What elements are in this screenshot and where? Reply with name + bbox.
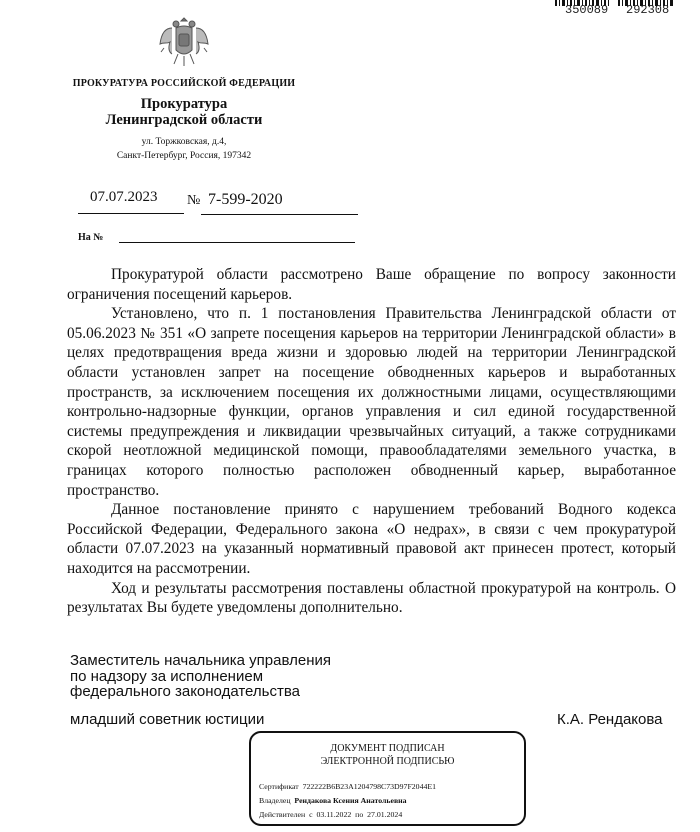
- org-name-line1: Прокуратура: [140, 96, 228, 112]
- number-underline: [201, 214, 358, 215]
- valid-to-label: по: [355, 810, 364, 819]
- paragraph-3: Данное постановление принято с нарушением требований Водного кодекса Российской Федерации, Федерального закона «О недрах», в связи с чем прокуратурой области 07.07.2023 на указанный нормативный правовой акт принесен протест, который находится на рассмотрении.: [67, 501, 676, 577]
- barcode-number-left: 350089: [565, 3, 609, 17]
- paragraph-4: Ход и результаты рассмотрения поставлены областной прокуратурой на контроль. О результатах Вы будете уведомлены дополнительно.: [67, 579, 676, 617]
- address-line2: Санкт-Петербург, Россия, 197342: [116, 151, 252, 161]
- stamp-certificate: [259, 782, 436, 791]
- number-label: №: [187, 193, 201, 208]
- position-line2: по надзору за исполнением: [70, 667, 264, 685]
- owner-value: Рендакова Ксения Анатольевна: [294, 796, 407, 805]
- reply-to-underline: [119, 242, 355, 243]
- stamp-title: [251, 742, 524, 768]
- signatory-position: [70, 653, 331, 700]
- owner-label: Владелец: [259, 796, 291, 805]
- org-name-line2: Ленинградской области: [105, 112, 263, 128]
- valid-from-label: с: [309, 810, 313, 819]
- position-line1: Заместитель начальника управления: [70, 652, 331, 669]
- stamp-title-line2: ЭЛЕКТРОННОЙ ПОДПИСЬЮ: [320, 756, 455, 767]
- address-line1: ул. Торжковская, д.4,: [141, 137, 227, 147]
- valid-from: 03.11.2022: [316, 810, 352, 819]
- org-name: [0, 96, 368, 128]
- org-federal-name: ПРОКУРАТУРА РОССИЙСКОЙ ФЕДЕРАЦИИ: [72, 78, 296, 89]
- position-line3: федерального законодательства: [70, 683, 300, 700]
- letter-body: [67, 265, 676, 618]
- stamp-title-line1: ДОКУМЕНТ ПОДПИСАН: [330, 743, 445, 754]
- paragraph-2: Установлено, что п. 1 постановления Правительства Ленинградской области от 05.06.2023 № 351 «О запрете посещения карьеров на территории Ленинградской области» в целях предотвращения вреда жизни и здоровью людей на территории Ленинградской области установлен запрет на посещение обводненных карьеров и выработанных пространств, за исключением посещения их должностными лицами, осуществляющими контрольно-надзорные функции, органов управления и сил единой государственной системы предупреждения и ликвидации чрезвычайных ситуаций, а также сотрудниками скорой неотложной медицинской помощи, правообладателями земельного участка, в границах которого полностью расположен обводненный карьер, выработанное пространство.: [67, 305, 676, 499]
- cert-label: Сертификат: [259, 782, 299, 791]
- date-underline: [78, 213, 184, 214]
- stamp-owner: [259, 796, 407, 805]
- stamp-validity: [259, 810, 402, 819]
- electronic-signature-stamp: [249, 731, 526, 826]
- org-address: [0, 135, 368, 163]
- signatory-rank: младший советник юстиции: [70, 711, 265, 728]
- barcode-number-right: 292308: [626, 3, 670, 17]
- reply-to-label: На №: [78, 232, 104, 243]
- valid-to: 27.01.2024: [367, 810, 403, 819]
- signatory-name: К.А. Рендакова: [557, 711, 663, 728]
- paragraph-1: Прокуратурой области рассмотрено Ваше обращение по вопросу законности ограничения посещений карьеров.: [67, 266, 676, 303]
- cert-value: 722222B6B23A1204798C73D97F2044E1: [302, 782, 437, 791]
- valid-label: Действителен: [259, 810, 306, 819]
- document-number: 7-599-2020: [208, 191, 283, 208]
- coat-of-arms-icon: [158, 14, 210, 70]
- document-date: 07.07.2023: [90, 189, 158, 205]
